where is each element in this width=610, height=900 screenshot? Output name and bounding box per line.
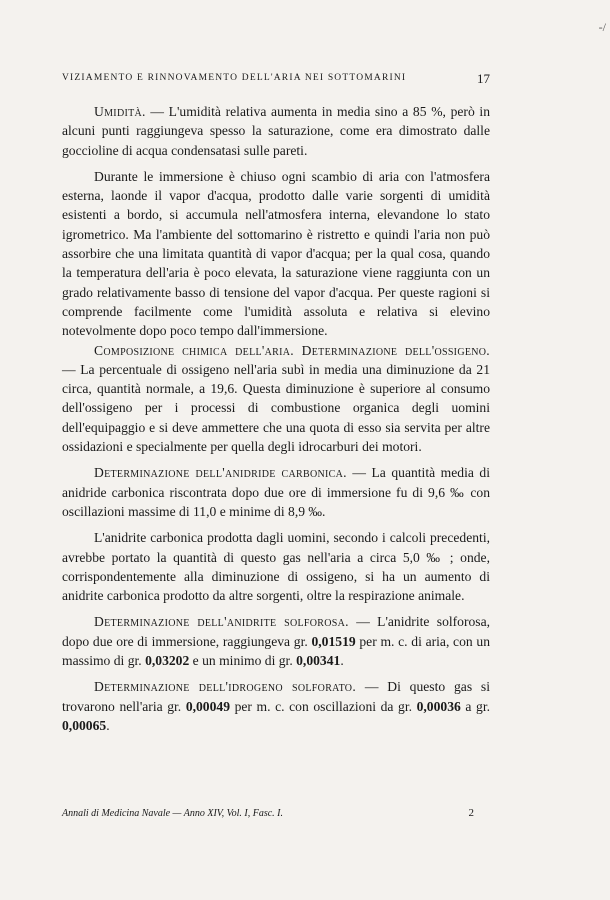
text-anidride-carbonica: — La quantità media di anidride carbonica riscontrata dopo due ore di immersione fu di 9,6 ‰ con oscillazioni massime di 11,0 e minime di 8,9 ‰. xyxy=(62,465,490,519)
value-solforosa-media: 0,01519 xyxy=(311,633,356,649)
text-solforosa-b: per m. c. di aria, con un massimo di gr. xyxy=(62,633,490,669)
heading-ossigeno: Composizione chimica dell'aria. Determinazione dell'ossigeno. xyxy=(94,342,490,358)
text-idrogeno-d: . xyxy=(106,717,110,733)
heading-umidita: Umidità. xyxy=(94,104,146,119)
value-solforosa-massimo: 0,03202 xyxy=(145,653,190,669)
text-solforosa-a: — L'anidrite solforosa, dopo due ore di immersione, raggiungeva gr. xyxy=(62,614,491,649)
text-idrogeno-a: — Di questo gas si trovarono nell'aria gr. xyxy=(62,679,490,714)
text-ossigeno: — La percentuale di ossigeno nell'aria subì in media una diminuzione da 21 circa, quantità normale, a 19,6. Questa diminuzione è superiore al consumo dell'ossigeno per i processi di combustione organica degli uomini dell'equipaggio e si deve ammettere che una quota di esso sia servita per altre ossidazioni e specialmente per quella degli idrocarburi dei motori. xyxy=(62,361,490,455)
signature-number: 2 xyxy=(468,807,474,819)
paragraph-immersione: Durante le immersione è chiuso ogni scambio di aria con l'atmosfera esterna, laonde il vapor d'acqua, prodotto dalle varie sorgenti di umidità esistenti a bordo, si accumula nell'atmosfera interna, elevandone lo stato igrometrico. Ma l'ambiente del sottomarino è ristretto e quindi l'aria non può assorbire che una limitata quantità di vapor d'acqua; per la qual cosa, quando la temperatura dell'aria è poco elevata, la saturazione viene raggiunta con un grado relativamente basso di tensione del vapor d'acqua. Per queste ragioni si comprende facilmente come l'umidità assoluta e relativa si elevino notevolmente dopo poco tempo dall'immersione. xyxy=(62,168,490,339)
page-number: 17 xyxy=(477,71,490,86)
page-body xyxy=(62,102,490,735)
paragraph-anidrite-prodotta: L'anidrite carbonica prodotta dagli uomini, secondo i calcoli precedenti, avrebbe portato la quantità di questo gas nell'aria a circa 5,0 ‰ ; onde, corrispondentemente alla diminuzione di ossigeno, si ha un aumento di anidrite carbonica prodotto da altre sorgenti, oltre la respirazione animale. xyxy=(62,530,490,604)
paragraph-ossigeno xyxy=(62,341,490,457)
running-title: VIZIAMENTO E RINNOVAMENTO DELL'ARIA NEI SOTTOMARINI xyxy=(62,73,407,83)
value-solforosa-minimo: 0,00341 xyxy=(296,653,341,669)
paragraph-anidride-carbonica xyxy=(62,463,490,521)
text-idrogeno-c: a gr. xyxy=(460,698,490,714)
heading-anidride-carbonica: Determinazione dell'anidride carbonica. xyxy=(94,465,347,481)
heading-idrogeno-solforato: Determinazione dell'idrogeno solforato. xyxy=(94,679,357,695)
text-umidita: — L'umidità relativa aumenta in media sino a 85 %, però in alcuni punti raggiungeva spesso la saturazione, come era dimostrato dalle goccioline di acqua condensatasi sulle pareti. xyxy=(62,104,490,158)
value-idrogeno-massimo: 0,00065 xyxy=(62,717,107,733)
paragraph-idrogeno-solforato xyxy=(62,677,490,735)
text-solforosa-d: . xyxy=(340,653,344,669)
running-header xyxy=(62,71,490,86)
paragraph-anidrite-solforosa xyxy=(62,612,490,670)
journal-footer: Annali di Medicina Navale — Anno XIV, Vol. I, Fasc. I. xyxy=(62,808,283,819)
page-footer xyxy=(62,808,490,819)
text-idrogeno-b: per m. c. con oscillazioni da gr. xyxy=(230,698,417,714)
corner-mark: -/ xyxy=(598,20,606,34)
value-idrogeno-media: 0,00049 xyxy=(185,698,230,714)
value-idrogeno-minimo: 0,00036 xyxy=(416,698,461,714)
paragraph-umidita xyxy=(62,102,490,160)
text-solforosa-c: e un minimo di gr. xyxy=(189,653,297,669)
heading-anidrite-solforosa: Determinazione dell'anidrite solforosa. xyxy=(94,614,349,630)
